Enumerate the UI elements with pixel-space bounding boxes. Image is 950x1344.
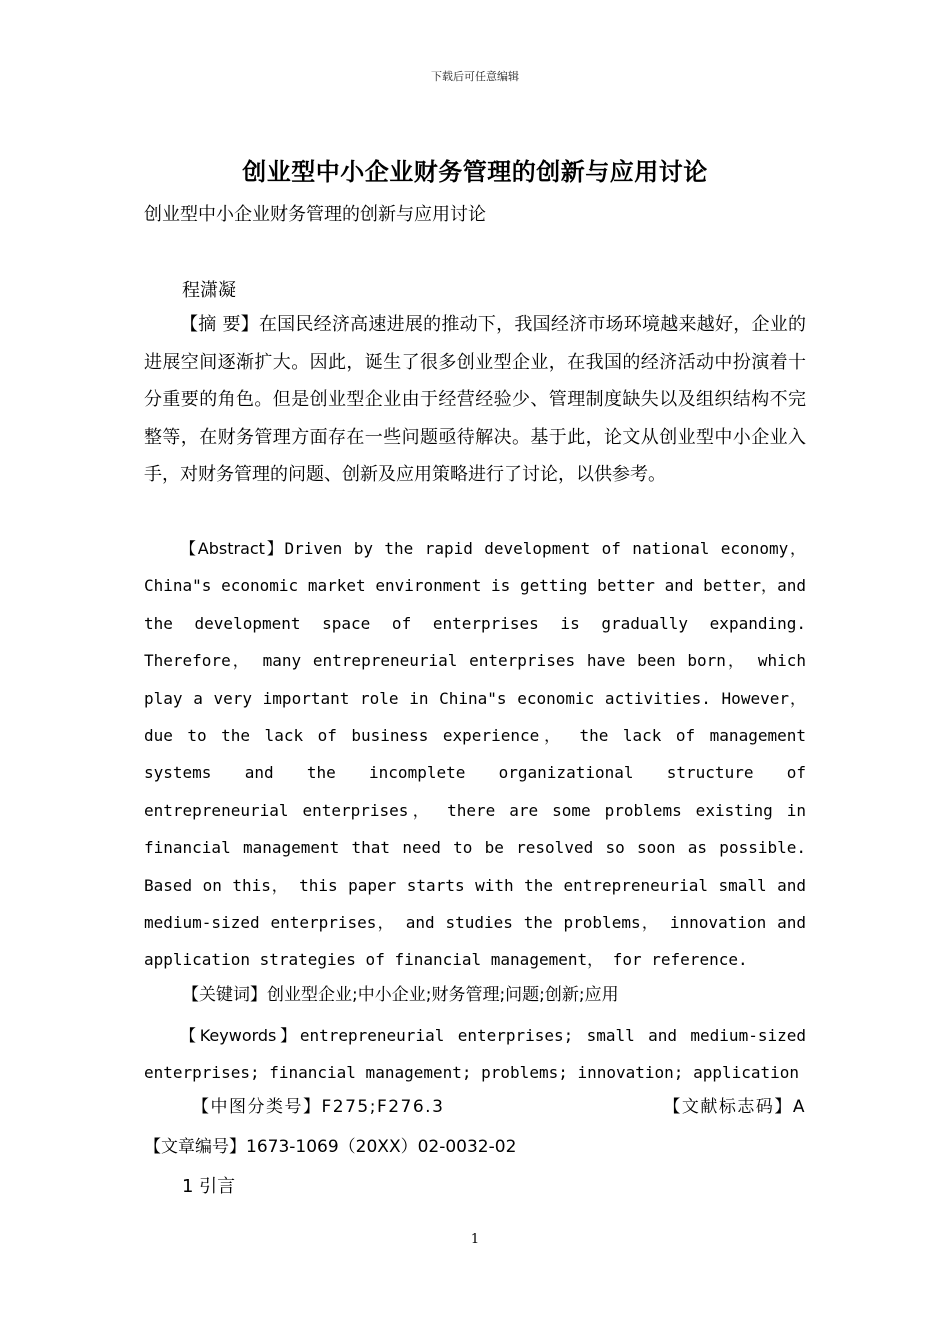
keywords-cn	[182, 980, 619, 1005]
article-number	[144, 1132, 516, 1157]
clc-value: F275;F276.3	[321, 1097, 445, 1117]
article-number-label: 【文章编号】	[144, 1137, 246, 1157]
clc-label: 【中图分类号】	[192, 1097, 322, 1117]
clc-code	[192, 1092, 444, 1117]
doc-code-label: 【文献标志码】	[663, 1097, 793, 1117]
document-title: 创业型中小企业财务管理的创新与应用讨论	[242, 158, 708, 186]
page-number: 1	[470, 1232, 480, 1247]
abstract-cn-text: 在国民经济高速进展的推动下，我国经济市场环境越来越好，企业的进展空间逐渐扩大。因此，诞生了很多创业型企业，在我国的经济活动中扮演着十分重要的角色。但是创业型企业由于经营经验少、管理制度缺失以及组织结构不完整等，在财务管理方面存在一些问题亟待解决。基于此，论文从创业型中小企业入手，对财务管理的问题、创新及应用策略进行了讨论，以供参考。	[144, 314, 806, 485]
keywords-en-text: entrepreneurial enterprises; small and medium-sized enterprises; financial management; problems; innovation; application	[144, 1026, 806, 1083]
article-number-value: 1673-1069（20XX）02-0032-02	[246, 1137, 517, 1157]
abstract-cn	[144, 306, 806, 494]
keywords-en-label: 【Keywords】	[180, 1026, 300, 1045]
section-heading: 1 引言	[182, 1176, 236, 1197]
author-name: 程潇凝	[182, 280, 236, 301]
abstract-en	[144, 530, 806, 979]
header-note: 下载后可任意编辑	[431, 70, 519, 83]
abstract-en-label: 【Abstract】	[180, 539, 285, 558]
doc-code-value: A	[792, 1097, 806, 1117]
keywords-cn-text: 创业型企业;中小企业;财务管理;问题;创新;应用	[267, 985, 619, 1005]
keywords-cn-label: 【关键词】	[182, 985, 267, 1005]
document-code	[663, 1092, 806, 1117]
abstract-en-text: Driven by the rapid development of national economy，China"s economic market environment is getting better and better，and the development space of enterprises is gradually expanding. Therefore， many entrepreneurial enterprises have been born， which play a very important role in China"s economic activities. However，due to the lack of business experience， the lack of management systems and the incomplete organizational structure of entrepreneurial enterprises， there are some problems existing in financial management that need to be resolved so soon as possible. Based on this， this paper starts with the entrepreneurial small and medium-sized enterprises， and studies the problems， innovation and application strategies of financial management， for reference.	[144, 539, 806, 970]
abstract-cn-label: 【摘 要】	[180, 314, 259, 335]
keywords-en	[144, 1017, 806, 1092]
document-subtitle: 创业型中小企业财务管理的创新与应用讨论	[144, 204, 486, 225]
